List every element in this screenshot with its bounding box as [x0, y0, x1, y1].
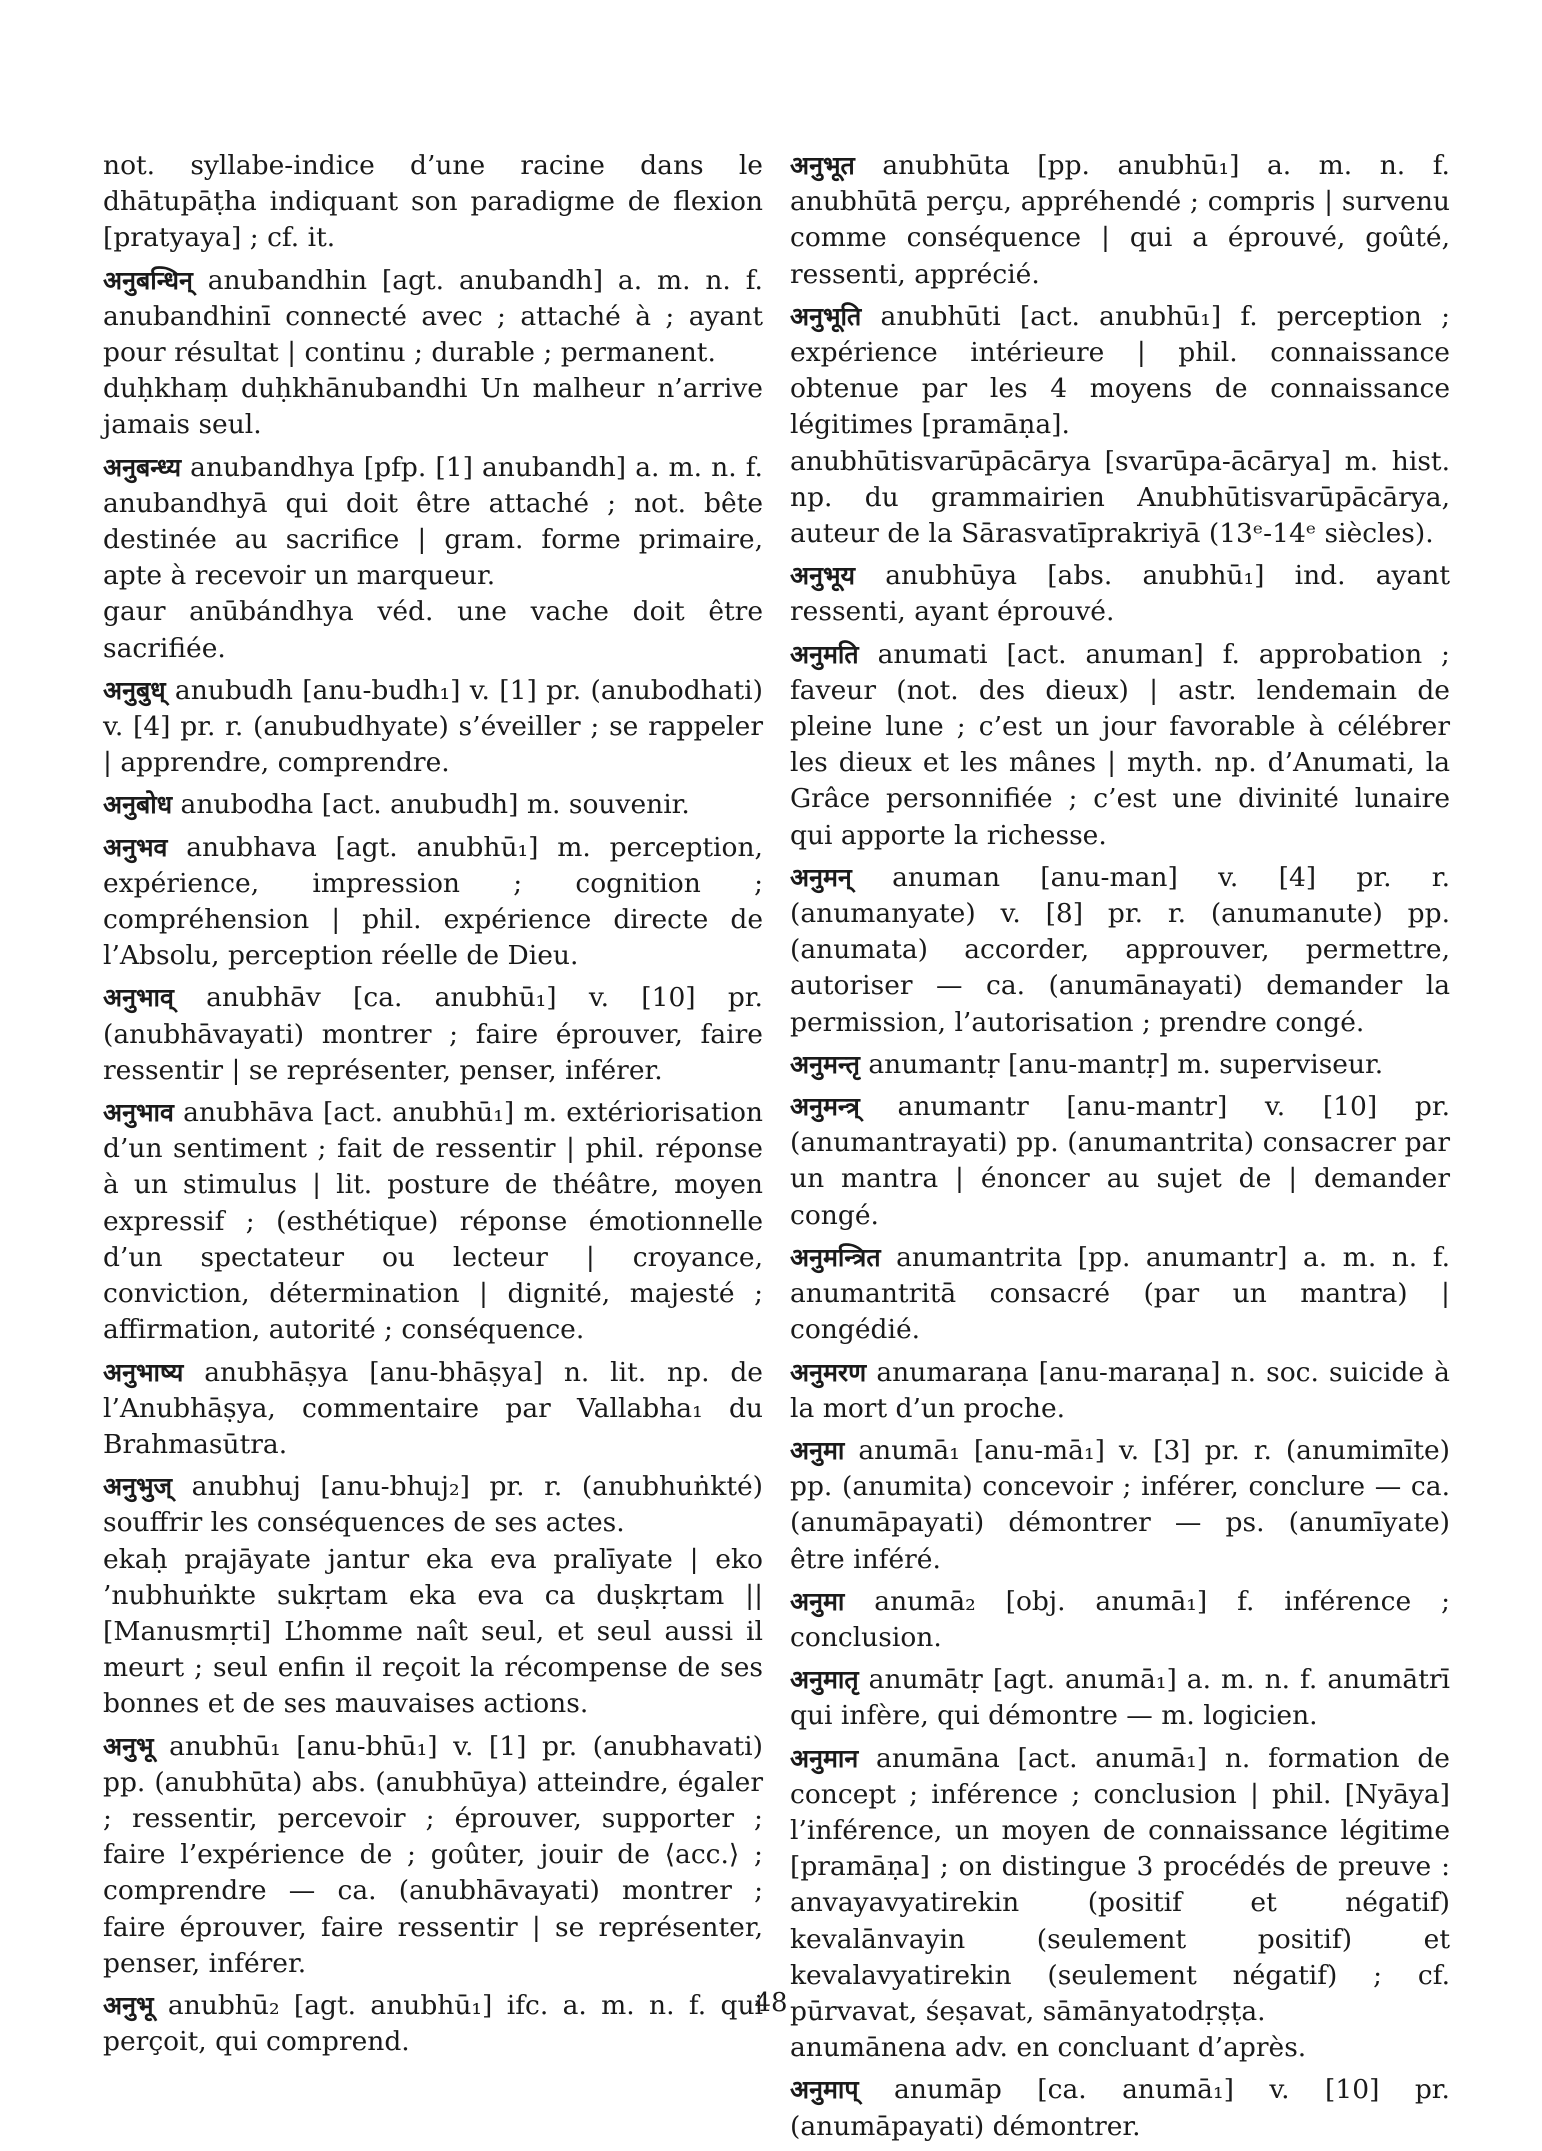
- entry-text: not. syllabe-indice d’une racine dans le dhātupāṭha indiquant son paradigme de flexion [pratyaya] ; cf. it.: [103, 150, 763, 254]
- entry-devanagari: अनुबन्धिन्: [103, 265, 193, 295]
- entry-text: gaur anūbándhya véd. une vache doit être sacrifiée.: [103, 596, 763, 664]
- entry-devanagari: अनुभूति: [790, 301, 862, 331]
- entry-text: anumati [act. anuman] f. approbation ; faveur (not. des dieux) | astr. lendemain de pleine lune ; c’est un jour favorable à célébrer les dieux et les mânes | myth. np. d’Anumati, la Grâce personnifiée ; c’est une divinité lunaire qui apporte la richesse.: [790, 638, 1450, 851]
- entry-text: anumāna [act. anumā₁] n. formation de concept ; inférence ; conclusion | phil. [Nyāya] l’inférence, un moyen de connaissance légitime [pramāṇa] ; on distingue 3 procédés de preuve : anvayavyatirekin (positif et négatif) kevalānvayin (seulement positif) et kevalavyatirekin (seulement négatif) ; cf. pūrvavat, śeṣavat, sāmānyatodṛṣṭa.: [790, 1742, 1450, 2027]
- dictionary-entry: [103, 371, 763, 443]
- dictionary-entry: [790, 637, 1450, 854]
- entry-devanagari: अनुभूत: [790, 151, 855, 180]
- entry-devanagari: अनुमा: [790, 1435, 845, 1465]
- dictionary-entry: [103, 980, 763, 1089]
- dictionary-entry: [790, 1047, 1450, 1083]
- entry-devanagari: अनुबोध: [103, 790, 173, 820]
- dictionary-entry: [103, 1095, 763, 1348]
- entry-devanagari: अनुमन्त्रित: [790, 1242, 881, 1272]
- entry-devanagari: अनुभव: [103, 832, 168, 862]
- entry-text: anubudh [anu-budh₁] v. [1] pr. (anubodhati) v. [4] pr. r. (anubudhyate) s’éveiller ; se rappeler | apprendre, comprendre.: [103, 674, 763, 779]
- dictionary-entry: [790, 148, 1450, 293]
- entry-text: anubhūya [abs. anubhū₁] ind. ayant ressenti, ayant éprouvé.: [790, 560, 1450, 628]
- entry-devanagari: अनुभुज्: [103, 1472, 173, 1502]
- dictionary-entry: [790, 860, 1450, 1041]
- right-column: [790, 148, 1450, 2151]
- dictionary-entry: [790, 558, 1450, 630]
- entry-devanagari: अनुभूय: [790, 561, 856, 591]
- entry-text: anuman [anu-man] v. [4] pr. r. (anumanyate) v. [8] pr. r. (anumanute) pp. (anumata) accorder, approuver, permettre, autoriser — ca. (anumānayati) demander la permission, l’autorisation ; prendre congé.: [790, 861, 1450, 1038]
- entry-devanagari: अनुभाष्य: [103, 1357, 184, 1387]
- entry-devanagari: अनुमा: [790, 1586, 845, 1616]
- entry-text: anubhāva [act. anubhū₁] m. extériorisation d’un sentiment ; fait de ressentir | phil. réponse à un stimulus | lit. posture de théâtre, moyen expressif ; (esthétique) réponse émotionnelle d’un spectateur ou lecteur | croyance, conviction, détermination | dignité, majesté ; affirmation, autorité ; conséquence.: [103, 1097, 763, 1346]
- dictionary-entry: [790, 2030, 1450, 2066]
- dictionary-entry: [103, 1542, 763, 1723]
- dictionary-entry: [790, 1089, 1450, 1234]
- dictionary-entry: [790, 1240, 1450, 1349]
- dictionary-entry: [103, 673, 763, 782]
- entry-text: anumātṛ [agt. anumā₁] a. m. n. f. anumātrī qui infère, qui démontre — m. logicien.: [790, 1664, 1450, 1732]
- dictionary-entry: [790, 1355, 1450, 1427]
- entry-text: anubandhya [pfp. [1] anubandh] a. m. n. f. anubandhyā qui doit être attaché ; not. bête destinée au sacrifice | gram. forme primaire, apte à recevoir un marqueur.: [103, 451, 763, 592]
- entry-text: anubhūtisvarūpācārya [svarūpa-ācārya] m. hist. np. du grammairien Anubhūtisvarūpācārya, auteur de la Sārasvatīprakriyā (13ᵉ-14ᵉ siècles).: [790, 445, 1450, 550]
- entry-devanagari: अनुभू: [103, 1731, 154, 1761]
- dictionary-entry: [103, 148, 763, 257]
- dictionary-entry: [103, 450, 763, 595]
- entry-text: anubhūta [pp. anubhū₁] a. m. n. f. anubhūtā perçu, appréhendé ; compris | survenu comme conséquence | qui a éprouvé, goûté, ressenti, apprécié.: [790, 150, 1450, 290]
- entry-devanagari: अनुमरण: [790, 1357, 867, 1387]
- dictionary-entry: [790, 299, 1450, 444]
- dictionary-entry: [103, 1729, 763, 1982]
- dictionary-entry: [103, 263, 763, 372]
- page-number: 48: [754, 1988, 788, 2018]
- dictionary-entry: [790, 1662, 1450, 1734]
- entry-text: ekaḥ prajāyate jantur eka eva pralīyate | eko ’nubhuṅkte sukṛtam eka eva ca duṣkṛtam || [Manusmṛti] L’homme naît seul, et seul aussi il meurt ; seul enfin il reçoit la récompense de ses bonnes et de ses mauvaises actions.: [103, 1543, 763, 1720]
- entry-text: anubhāv [ca. anubhū₁] v. [10] pr. (anubhāvayati) montrer ; faire éprouver, faire ressentir | se représenter, penser, inférer.: [103, 982, 763, 1086]
- entry-text: anubhū₁ [anu-bhū₁] v. [1] pr. (anubhavati) pp. (anubhūta) abs. (anubhūya) atteindre, égaler ; ressentir, percevoir ; éprouver, supporter ; faire l’expérience de ; goûter, jouir de ⟨acc.⟩ ; comprendre — ca. (anubhāvayati) montrer ; faire éprouver, faire ressentir | se représenter, penser, inférer.: [103, 1730, 763, 1979]
- entry-devanagari: अनुबन्ध्य: [103, 452, 182, 482]
- entry-devanagari: अनुमन्: [790, 862, 852, 892]
- dictionary-entry: [103, 787, 763, 823]
- entry-text: anumā₁ [anu-mā₁] v. [3] pr. r. (anumimīte) pp. (anumita) concevoir ; inférer, conclure — ca. (anumāpayati) démontrer — ps. (anumīyate) être inféré.: [790, 1434, 1450, 1575]
- entry-devanagari: अनुमति: [790, 639, 859, 669]
- entry-devanagari: अनुमान: [790, 1743, 859, 1773]
- entry-devanagari: अनुमातृ: [790, 1665, 859, 1695]
- dictionary-entry: [790, 1741, 1450, 2031]
- entry-text: duḥkhaṃ duḥkhānubandhi Un malheur n’arrive jamais seul.: [103, 373, 763, 441]
- entry-text: anumantrita [pp. anumantr] a. m. n. f. anumantritā consacré (par un mantra) | congédié.: [790, 1241, 1450, 1346]
- dictionary-entry: [103, 1469, 763, 1541]
- entry-devanagari: अनुमन्त्र्: [790, 1092, 860, 1122]
- entry-text: anubhāṣya [anu-bhāṣya] n. lit. np. de l’Anubhāṣya, commentaire par Vallabha₁ du Brahmasūtra.: [103, 1356, 763, 1460]
- entry-text: anubandhin [agt. anubandh] a. m. n. f. anubandhinī connecté avec ; attaché à ; ayant pour résultat | continu ; durable ; permanent.: [103, 264, 763, 369]
- dictionary-entry: [103, 594, 763, 666]
- dictionary-entry: [103, 1355, 763, 1464]
- entry-text: anubodha [act. anubudh] m. souvenir.: [180, 789, 690, 821]
- dictionary-entry: [790, 1433, 1450, 1578]
- entry-text: anumantr [anu-mantr] v. [10] pr. (anumantrayati) pp. (anumantrita) consacrer par un mantra | énoncer au sujet de | demander congé.: [790, 1091, 1450, 1231]
- dictionary-entry: [790, 2072, 1450, 2144]
- entry-text: anubhūti [act. anubhū₁] f. perception ; expérience intérieure | phil. connaissance obtenue par les 4 moyens de connaissance légitimes [pramāṇa].: [790, 300, 1450, 441]
- entry-devanagari: अनुमाप्: [790, 2075, 859, 2105]
- dictionary-entry: [790, 1584, 1450, 1656]
- entry-devanagari: अनुभू: [103, 1990, 154, 2020]
- entry-devanagari: अनुमन्तृ: [790, 1049, 860, 1079]
- entry-devanagari: अनुभाव्: [103, 983, 174, 1013]
- entry-devanagari: अनुबुध्: [103, 675, 166, 705]
- entry-text: anubhuj [anu-bhuj₂] pr. r. (anubhuṅkté) souffrir les conséquences de ses actes.: [103, 1471, 763, 1539]
- entry-text: anubhū₂ [agt. anubhū₁] ifc. a. m. n. f. qui perçoit, qui comprend.: [103, 1989, 763, 2058]
- left-column: [103, 148, 763, 2066]
- entry-devanagari: अनुभाव: [103, 1098, 174, 1128]
- dictionary-entry: [790, 444, 1450, 553]
- entry-text: anumā₂ [obj. anumā₁] f. inférence ; conclusion.: [790, 1585, 1450, 1653]
- entry-text: anumaraṇa [anu-maraṇa] n. soc. suicide à la mort d’un proche.: [790, 1356, 1450, 1424]
- entry-text: anumānena adv. en concluant d’après.: [790, 2032, 1307, 2064]
- entry-text: anumantṛ [anu-mantṛ] m. superviseur.: [868, 1048, 1384, 1080]
- dictionary-entry: [103, 830, 763, 975]
- entry-text: anubhava [agt. anubhū₁] m. perception, expérience, impression ; cognition ; compréhension | phil. expérience directe de l’Absolu, perception réelle de Dieu.: [103, 831, 763, 972]
- entry-text: anumāp [ca. anumā₁] v. [10] pr. (anumāpayati) démontrer.: [790, 2074, 1450, 2142]
